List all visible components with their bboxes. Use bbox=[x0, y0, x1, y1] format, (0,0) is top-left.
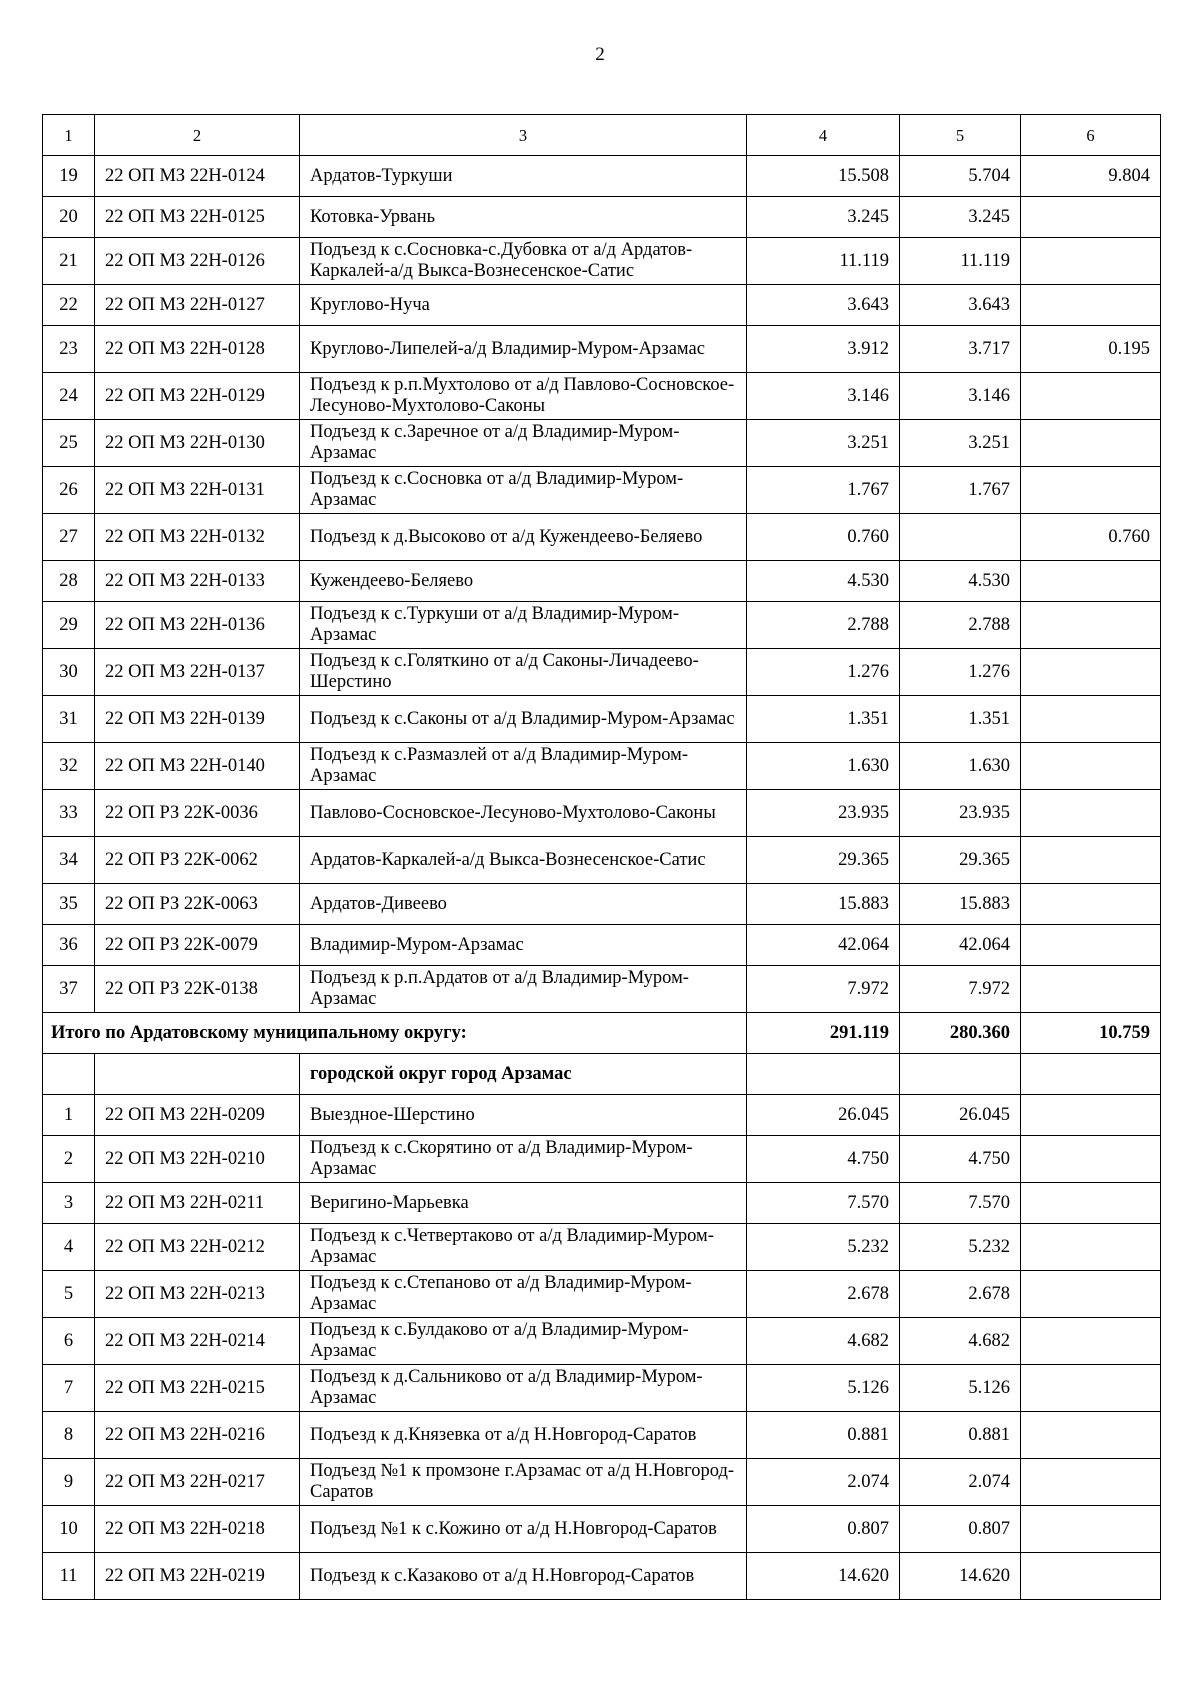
length-col5: 29.365 bbox=[900, 837, 1021, 884]
table-row bbox=[43, 1506, 1161, 1553]
page-number: 2 bbox=[595, 44, 605, 65]
length-col6 bbox=[1021, 649, 1161, 696]
road-name: Подъезд к р.п.Ардатов от а/д Владимир-Муром-Арзамас bbox=[300, 966, 747, 1013]
length-col6 bbox=[1021, 285, 1161, 326]
length-col6 bbox=[1021, 238, 1161, 285]
length-col6 bbox=[1021, 925, 1161, 966]
length-col6 bbox=[1021, 837, 1161, 884]
road-code: 22 ОП МЗ 22Н-0133 bbox=[95, 561, 300, 602]
length-col5: 0.807 bbox=[900, 1506, 1021, 1553]
roads-table bbox=[42, 114, 1161, 1600]
length-total: 1.351 bbox=[747, 696, 900, 743]
road-code: 22 ОП МЗ 22Н-0209 bbox=[95, 1095, 300, 1136]
length-col5: 5.126 bbox=[900, 1365, 1021, 1412]
row-number: 22 bbox=[43, 285, 95, 326]
length-col5: 1.276 bbox=[900, 649, 1021, 696]
road-name: Ардатов-Дивеево bbox=[300, 884, 747, 925]
road-name: Подъезд к с.Скорятино от а/д Владимир-Муром-Арзамас bbox=[300, 1136, 747, 1183]
header-cell: 2 bbox=[95, 115, 300, 156]
length-col6 bbox=[1021, 1271, 1161, 1318]
road-name: Подъезд №1 к с.Кожино от а/д Н.Новгород-Саратов bbox=[300, 1506, 747, 1553]
header-cell: 4 bbox=[747, 115, 900, 156]
length-total: 42.064 bbox=[747, 925, 900, 966]
road-code: 22 ОП РЗ 22К-0138 bbox=[95, 966, 300, 1013]
length-col5: 3.146 bbox=[900, 373, 1021, 420]
length-col5 bbox=[900, 514, 1021, 561]
empty-cell bbox=[43, 1054, 95, 1095]
road-code: 22 ОП МЗ 22Н-0212 bbox=[95, 1224, 300, 1271]
table-row bbox=[43, 197, 1161, 238]
road-code: 22 ОП МЗ 22Н-0213 bbox=[95, 1271, 300, 1318]
table-row bbox=[43, 884, 1161, 925]
length-col5: 3.251 bbox=[900, 420, 1021, 467]
header-cell: 5 bbox=[900, 115, 1021, 156]
table-row bbox=[43, 1095, 1161, 1136]
row-number: 21 bbox=[43, 238, 95, 285]
section-title: городской округ город Арзамас bbox=[300, 1054, 747, 1095]
length-col6 bbox=[1021, 1318, 1161, 1365]
road-code: 22 ОП РЗ 22К-0036 bbox=[95, 790, 300, 837]
length-total: 0.881 bbox=[747, 1412, 900, 1459]
road-code: 22 ОП МЗ 22Н-0132 bbox=[95, 514, 300, 561]
length-col6 bbox=[1021, 1136, 1161, 1183]
length-total: 3.251 bbox=[747, 420, 900, 467]
length-col5: 26.045 bbox=[900, 1095, 1021, 1136]
length-col5: 3.245 bbox=[900, 197, 1021, 238]
row-number: 32 bbox=[43, 743, 95, 790]
road-name: Подъезд к д.Князевка от а/д Н.Новгород-Саратов bbox=[300, 1412, 747, 1459]
road-name: Выездное-Шерстино bbox=[300, 1095, 747, 1136]
row-number: 26 bbox=[43, 467, 95, 514]
length-col5: 42.064 bbox=[900, 925, 1021, 966]
length-total: 4.530 bbox=[747, 561, 900, 602]
road-code: 22 ОП МЗ 22Н-0217 bbox=[95, 1459, 300, 1506]
header-cell: 3 bbox=[300, 115, 747, 156]
length-col5: 2.678 bbox=[900, 1271, 1021, 1318]
length-total: 15.883 bbox=[747, 884, 900, 925]
row-number: 23 bbox=[43, 326, 95, 373]
length-col5: 7.972 bbox=[900, 966, 1021, 1013]
length-col6 bbox=[1021, 743, 1161, 790]
road-code: 22 ОП МЗ 22Н-0125 bbox=[95, 197, 300, 238]
row-number: 27 bbox=[43, 514, 95, 561]
length-total: 14.620 bbox=[747, 1553, 900, 1600]
row-number: 10 bbox=[43, 1506, 95, 1553]
header-cell: 6 bbox=[1021, 115, 1161, 156]
row-number: 8 bbox=[43, 1412, 95, 1459]
table-row bbox=[43, 1365, 1161, 1412]
length-col5: 4.530 bbox=[900, 561, 1021, 602]
header-row bbox=[43, 115, 1161, 156]
table-row bbox=[43, 1224, 1161, 1271]
table-row bbox=[43, 1183, 1161, 1224]
length-col6 bbox=[1021, 1183, 1161, 1224]
row-number: 33 bbox=[43, 790, 95, 837]
road-name: Подъезд к с.Степаново от а/д Владимир-Муром-Арзамас bbox=[300, 1271, 747, 1318]
length-col5: 0.881 bbox=[900, 1412, 1021, 1459]
row-number: 35 bbox=[43, 884, 95, 925]
table-row bbox=[43, 238, 1161, 285]
table-row bbox=[43, 1271, 1161, 1318]
length-col6 bbox=[1021, 1365, 1161, 1412]
length-col6 bbox=[1021, 1095, 1161, 1136]
table-row bbox=[43, 1553, 1161, 1600]
road-code: 22 ОП МЗ 22Н-0137 bbox=[95, 649, 300, 696]
row-number: 20 bbox=[43, 197, 95, 238]
row-number: 5 bbox=[43, 1271, 95, 1318]
length-total: 15.508 bbox=[747, 156, 900, 197]
total-label: Итого по Ардатовскому муниципальному округу: bbox=[43, 1013, 747, 1054]
road-code: 22 ОП МЗ 22Н-0216 bbox=[95, 1412, 300, 1459]
road-name: Ардатов-Каркалей-а/д Выкса-Вознесенское-Сатис bbox=[300, 837, 747, 884]
road-code: 22 ОП МЗ 22Н-0215 bbox=[95, 1365, 300, 1412]
length-total: 7.570 bbox=[747, 1183, 900, 1224]
length-total: 1.630 bbox=[747, 743, 900, 790]
length-col6 bbox=[1021, 1412, 1161, 1459]
road-code: 22 ОП МЗ 22Н-0219 bbox=[95, 1553, 300, 1600]
empty-cell bbox=[95, 1054, 300, 1095]
table-row bbox=[43, 373, 1161, 420]
length-total: 3.245 bbox=[747, 197, 900, 238]
row-number: 11 bbox=[43, 1553, 95, 1600]
row-number: 24 bbox=[43, 373, 95, 420]
road-name: Подъезд к с.Сосновка-с.Дубовка от а/д Ардатов-Каркалей-а/д Выкса-Вознесенское-Сатис bbox=[300, 238, 747, 285]
length-total: 23.935 bbox=[747, 790, 900, 837]
length-col5: 5.704 bbox=[900, 156, 1021, 197]
road-code: 22 ОП МЗ 22Н-0136 bbox=[95, 602, 300, 649]
road-code: 22 ОП РЗ 22К-0063 bbox=[95, 884, 300, 925]
table-row bbox=[43, 467, 1161, 514]
row-number: 25 bbox=[43, 420, 95, 467]
row-number: 4 bbox=[43, 1224, 95, 1271]
total-c6: 10.759 bbox=[1021, 1013, 1161, 1054]
length-col5: 3.717 bbox=[900, 326, 1021, 373]
length-col6 bbox=[1021, 373, 1161, 420]
table-row bbox=[43, 561, 1161, 602]
road-name: Подъезд к с.Размазлей от а/д Владимир-Муром-Арзамас bbox=[300, 743, 747, 790]
row-number: 1 bbox=[43, 1095, 95, 1136]
length-col6 bbox=[1021, 1224, 1161, 1271]
length-total: 2.074 bbox=[747, 1459, 900, 1506]
road-code: 22 ОП МЗ 22Н-0211 bbox=[95, 1183, 300, 1224]
road-name: Круглово-Нуча bbox=[300, 285, 747, 326]
road-name: Подъезд №1 к промзоне г.Арзамас от а/д Н.Новгород-Саратов bbox=[300, 1459, 747, 1506]
length-col5: 2.074 bbox=[900, 1459, 1021, 1506]
road-name: Ардатов-Туркуши bbox=[300, 156, 747, 197]
row-number: 2 bbox=[43, 1136, 95, 1183]
header-cell: 1 bbox=[43, 115, 95, 156]
road-code: 22 ОП РЗ 22К-0079 bbox=[95, 925, 300, 966]
table-row bbox=[43, 514, 1161, 561]
section-row bbox=[43, 1054, 1161, 1095]
length-total: 4.750 bbox=[747, 1136, 900, 1183]
length-col6: 0.760 bbox=[1021, 514, 1161, 561]
road-code: 22 ОП МЗ 22Н-0129 bbox=[95, 373, 300, 420]
length-col5: 1.630 bbox=[900, 743, 1021, 790]
length-col6 bbox=[1021, 1553, 1161, 1600]
row-number: 3 bbox=[43, 1183, 95, 1224]
road-code: 22 ОП МЗ 22Н-0131 bbox=[95, 467, 300, 514]
length-col6 bbox=[1021, 197, 1161, 238]
road-name: Котовка-Урвань bbox=[300, 197, 747, 238]
road-name: Подъезд к с.Казаково от а/д Н.Новгород-Саратов bbox=[300, 1553, 747, 1600]
length-total: 7.972 bbox=[747, 966, 900, 1013]
table-row bbox=[43, 1318, 1161, 1365]
table-row bbox=[43, 420, 1161, 467]
row-number: 29 bbox=[43, 602, 95, 649]
road-code: 22 ОП МЗ 22Н-0126 bbox=[95, 238, 300, 285]
road-code: 22 ОП МЗ 22Н-0218 bbox=[95, 1506, 300, 1553]
table-row bbox=[43, 1459, 1161, 1506]
road-name: Подъезд к с.Сосновка от а/д Владимир-Муром-Арзамас bbox=[300, 467, 747, 514]
length-total: 26.045 bbox=[747, 1095, 900, 1136]
table-row bbox=[43, 649, 1161, 696]
length-col6 bbox=[1021, 1506, 1161, 1553]
length-total: 29.365 bbox=[747, 837, 900, 884]
road-name: Веригино-Марьевка bbox=[300, 1183, 747, 1224]
road-name: Круглово-Липелей-а/д Владимир-Муром-Арзамас bbox=[300, 326, 747, 373]
road-code: 22 ОП МЗ 22Н-0139 bbox=[95, 696, 300, 743]
road-code: 22 ОП МЗ 22Н-0214 bbox=[95, 1318, 300, 1365]
road-name: Подъезд к с.Заречное от а/д Владимир-Муром-Арзамас bbox=[300, 420, 747, 467]
length-col6 bbox=[1021, 966, 1161, 1013]
empty-cell bbox=[1021, 1054, 1161, 1095]
length-col5: 7.570 bbox=[900, 1183, 1021, 1224]
table-row bbox=[43, 326, 1161, 373]
length-total: 3.912 bbox=[747, 326, 900, 373]
row-number: 34 bbox=[43, 837, 95, 884]
road-name: Подъезд к с.Четвертаково от а/д Владимир-Муром-Арзамас bbox=[300, 1224, 747, 1271]
row-number: 9 bbox=[43, 1459, 95, 1506]
road-code: 22 ОП МЗ 22Н-0140 bbox=[95, 743, 300, 790]
length-col6: 0.195 bbox=[1021, 326, 1161, 373]
road-code: 22 ОП МЗ 22Н-0210 bbox=[95, 1136, 300, 1183]
length-total: 2.678 bbox=[747, 1271, 900, 1318]
empty-cell bbox=[747, 1054, 900, 1095]
road-name: Подъезд к р.п.Мухтолово от а/д Павлово-Сосновское-Лесуново-Мухтолово-Саконы bbox=[300, 373, 747, 420]
length-total: 0.760 bbox=[747, 514, 900, 561]
length-col5: 1.767 bbox=[900, 467, 1021, 514]
road-name: Владимир-Муром-Арзамас bbox=[300, 925, 747, 966]
length-col6 bbox=[1021, 467, 1161, 514]
empty-cell bbox=[900, 1054, 1021, 1095]
table-row bbox=[43, 602, 1161, 649]
length-total: 5.126 bbox=[747, 1365, 900, 1412]
length-total: 11.119 bbox=[747, 238, 900, 285]
road-name: Павлово-Сосновское-Лесуново-Мухтолово-Саконы bbox=[300, 790, 747, 837]
total-c4: 291.119 bbox=[747, 1013, 900, 1054]
road-code: 22 ОП МЗ 22Н-0127 bbox=[95, 285, 300, 326]
table-row bbox=[43, 696, 1161, 743]
length-col5: 15.883 bbox=[900, 884, 1021, 925]
length-col6: 9.804 bbox=[1021, 156, 1161, 197]
road-code: 22 ОП МЗ 22Н-0124 bbox=[95, 156, 300, 197]
length-total: 1.276 bbox=[747, 649, 900, 696]
row-number: 6 bbox=[43, 1318, 95, 1365]
length-col6 bbox=[1021, 602, 1161, 649]
total-c5: 280.360 bbox=[900, 1013, 1021, 1054]
road-name: Подъезд к д.Высоково от а/д Кужендеево-Беляево bbox=[300, 514, 747, 561]
row-number: 37 bbox=[43, 966, 95, 1013]
table-row bbox=[43, 837, 1161, 884]
length-col5: 11.119 bbox=[900, 238, 1021, 285]
length-col5: 4.750 bbox=[900, 1136, 1021, 1183]
road-name: Подъезд к с.Булдаково от а/д Владимир-Муром-Арзамас bbox=[300, 1318, 747, 1365]
row-number: 31 bbox=[43, 696, 95, 743]
row-number: 7 bbox=[43, 1365, 95, 1412]
road-name: Кужендеево-Беляево bbox=[300, 561, 747, 602]
table-row bbox=[43, 925, 1161, 966]
length-col5: 1.351 bbox=[900, 696, 1021, 743]
length-col6 bbox=[1021, 420, 1161, 467]
length-total: 2.788 bbox=[747, 602, 900, 649]
total-row bbox=[43, 1013, 1161, 1054]
length-total: 3.146 bbox=[747, 373, 900, 420]
row-number: 19 bbox=[43, 156, 95, 197]
road-name: Подъезд к с.Туркуши от а/д Владимир-Муром-Арзамас bbox=[300, 602, 747, 649]
length-col6 bbox=[1021, 561, 1161, 602]
length-col5: 5.232 bbox=[900, 1224, 1021, 1271]
road-code: 22 ОП МЗ 22Н-0130 bbox=[95, 420, 300, 467]
road-code: 22 ОП МЗ 22Н-0128 bbox=[95, 326, 300, 373]
table-row bbox=[43, 743, 1161, 790]
length-col5: 4.682 bbox=[900, 1318, 1021, 1365]
row-number: 28 bbox=[43, 561, 95, 602]
table-row bbox=[43, 790, 1161, 837]
table-row bbox=[43, 285, 1161, 326]
row-number: 30 bbox=[43, 649, 95, 696]
length-col5: 3.643 bbox=[900, 285, 1021, 326]
table-row bbox=[43, 966, 1161, 1013]
row-number: 36 bbox=[43, 925, 95, 966]
road-name: Подъезд к д.Сальниково от а/д Владимир-Муром-Арзамас bbox=[300, 1365, 747, 1412]
length-total: 0.807 bbox=[747, 1506, 900, 1553]
road-name: Подъезд к с.Голяткино от а/д Саконы-Личадеево-Шерстино bbox=[300, 649, 747, 696]
length-total: 5.232 bbox=[747, 1224, 900, 1271]
length-total: 4.682 bbox=[747, 1318, 900, 1365]
road-name: Подъезд к с.Саконы от а/д Владимир-Муром-Арзамас bbox=[300, 696, 747, 743]
table-row bbox=[43, 156, 1161, 197]
length-total: 3.643 bbox=[747, 285, 900, 326]
table-row bbox=[43, 1412, 1161, 1459]
length-col5: 23.935 bbox=[900, 790, 1021, 837]
length-col5: 14.620 bbox=[900, 1553, 1021, 1600]
length-total: 1.767 bbox=[747, 467, 900, 514]
length-col5: 2.788 bbox=[900, 602, 1021, 649]
length-col6 bbox=[1021, 884, 1161, 925]
road-code: 22 ОП РЗ 22К-0062 bbox=[95, 837, 300, 884]
table-row bbox=[43, 1136, 1161, 1183]
length-col6 bbox=[1021, 696, 1161, 743]
length-col6 bbox=[1021, 790, 1161, 837]
length-col6 bbox=[1021, 1459, 1161, 1506]
